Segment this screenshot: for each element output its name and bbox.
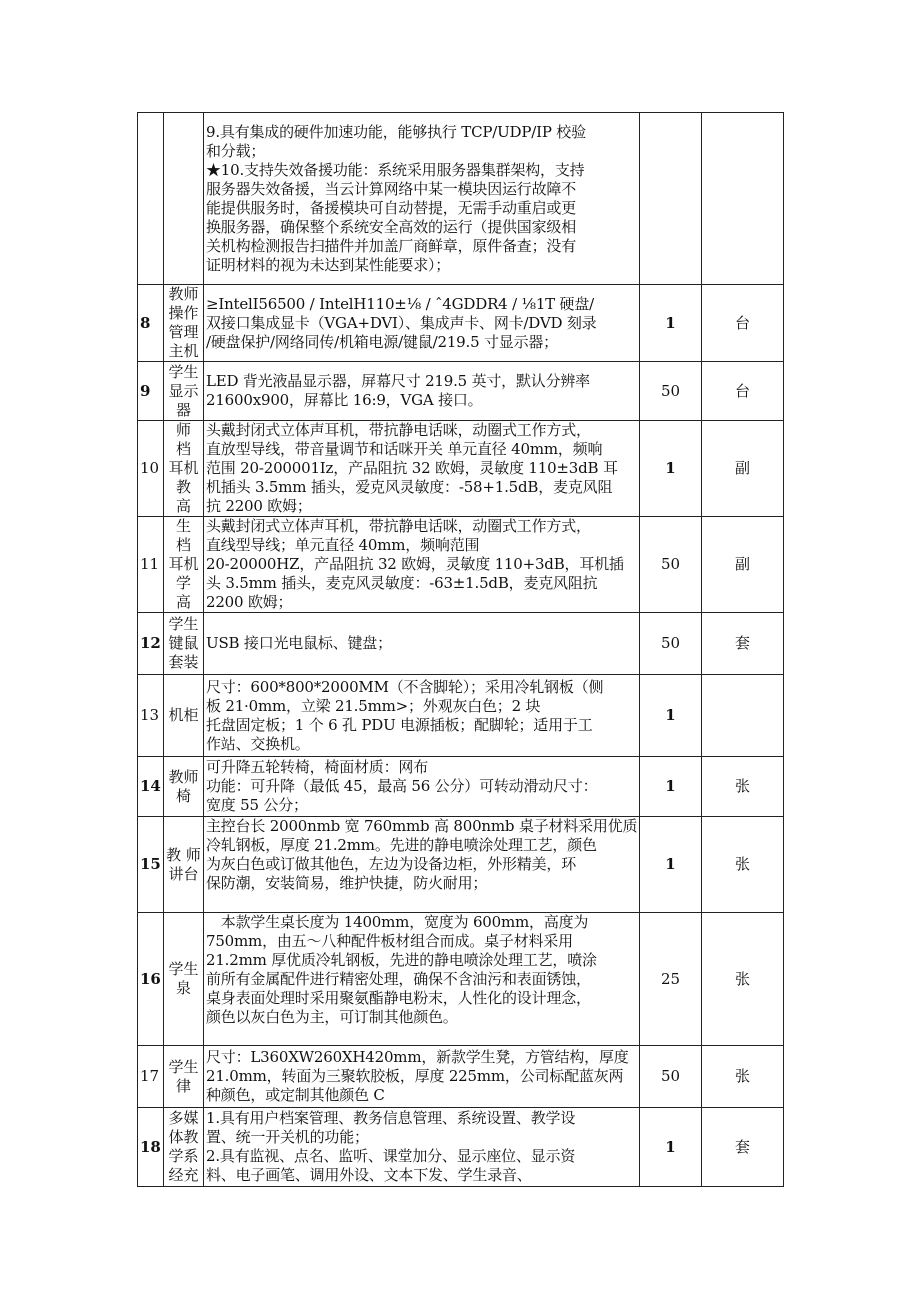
spec-line: 功能：可升降（最低 45，最高 56 公分）可转动滑动尺寸： — [206, 777, 598, 795]
name-line: 管理 — [168, 323, 199, 341]
spec-line: 换服务器，确保整个系统安全高效的运行（提供国家级相 — [206, 217, 577, 236]
name-line: 经充 — [168, 1166, 199, 1184]
row-number: 10 — [138, 421, 164, 517]
row-number: 16 — [138, 913, 164, 1046]
item-spec — [204, 1046, 640, 1108]
name-line: 操作 — [168, 304, 199, 322]
name-line: 学生 — [168, 1057, 199, 1076]
spec-line: 前所有金属配件进行精密处理，确保不含油污和表面锈蚀， — [206, 970, 591, 988]
item-name — [164, 675, 204, 757]
spec-line: 可升降五轮转椅，椅面材质：网布 — [206, 758, 429, 776]
item-unit: 副 — [702, 421, 784, 517]
item-name — [164, 362, 204, 421]
spec-line: 证明材料的视为未达到某性能要求）； — [206, 255, 451, 274]
spec-line: 本款学生桌长度为 1400mm，宽度为 600mm，高度为 — [206, 913, 589, 931]
spec-line: 能提供服务时，备援模块可自动替提，无需手动重启或更 — [206, 198, 577, 217]
name-line: 耳机 — [168, 555, 199, 573]
item-unit: 台 — [702, 362, 784, 421]
item-name — [164, 757, 204, 817]
row-number: 8 — [138, 285, 164, 362]
spec-line: 2200 欧姆； — [206, 593, 293, 611]
item-unit: 台 — [702, 285, 784, 362]
spec-line: 主控台长 2000nmb 宽 760mmb 高 800nmb 桌子材料采用优质 — [206, 817, 638, 835]
name-line: 学系 — [168, 1147, 199, 1165]
spec-line: /硬盘保护/网络同传/机箱电源/键鼠/219.5 寸显示器； — [206, 332, 558, 351]
table-row — [138, 613, 784, 675]
spec-line: 直线型导线；单元直径 40mm，频响范围 — [206, 536, 480, 554]
row-number: 15 — [138, 817, 164, 913]
item-quantity: 1 — [640, 285, 702, 362]
item-spec — [204, 757, 640, 817]
spec-line: 置、统一开关机的功能； — [206, 1128, 369, 1146]
table-row — [138, 817, 784, 913]
name-line: 学 — [175, 574, 191, 592]
spec-line: 750mm，由五～八种配件板材组合而成。桌子材料采用 — [206, 932, 573, 950]
item-name — [164, 421, 204, 517]
spec-line: 料、电子画笔、调用外设、文本下发、学生录音、 — [206, 1166, 532, 1184]
spec-line: 头戴封闭式立体声耳机，带抗静电话咪，动圈式工作方式， — [206, 421, 591, 439]
spec-line: 服务器失效备援，当云计算网络中某一模块因运行故障不 — [206, 179, 577, 198]
spec-line: 为灰白色或订做其他色，左边为设备边柜，外形精美，环 — [206, 855, 577, 873]
name-line: 主机 — [168, 342, 199, 360]
item-unit: 张 — [702, 757, 784, 817]
spec-line: 保防潮，安装简易，维护快捷，防火耐用； — [206, 874, 488, 892]
table-row — [138, 285, 784, 362]
spec-line: 直放型导线，带音量调节和话咪开关 单元直径 40mm，频响 — [206, 440, 603, 458]
item-name — [164, 1108, 204, 1187]
spec-line: 桌身表面处理时采用聚氨酯静电粉末，人性化的设计理念， — [206, 989, 591, 1007]
spec-line: 尺寸：L360XW260XH420mm，新款学生凳，方管结构，厚度 — [206, 1048, 629, 1066]
spec-line: 21.0mm，转面为三聚软胶板，厚度 225mm，公司标配蓝灰两 — [206, 1067, 624, 1085]
item-unit: 张 — [702, 1046, 784, 1108]
spec-line: 作站、交换机。 — [206, 734, 310, 753]
spec-line: 21600x900，屏幕比 16:9，VGA 接口。 — [206, 391, 483, 409]
item-spec — [204, 613, 640, 675]
table-row — [138, 517, 784, 613]
name-line: 档 — [175, 440, 191, 458]
spec-line: USB 接口光电鼠标、键盘； — [206, 634, 392, 652]
name-line: 泉 — [175, 979, 191, 997]
spec-line: 和分载； — [206, 141, 266, 160]
spec-line: 颜色以灰白色为主，可订制其他颜色。 — [206, 1008, 458, 1026]
spec-line: 机插头 3.5mm 插头，爱克风灵敏度：-58+1.5dB，麦克风阻 — [206, 478, 613, 496]
item-unit — [702, 675, 784, 757]
item-quantity: 50 — [640, 517, 702, 613]
item-name — [164, 517, 204, 613]
name-line: 学生 — [168, 960, 199, 978]
table-row — [138, 913, 784, 1046]
item-unit: 张 — [702, 913, 784, 1046]
spec-line: 板 21·0mm，立梁 21.5mm>；外观灰白色；2 块 — [206, 696, 541, 715]
name-line: 档 — [175, 536, 191, 554]
name-line: 教师 — [168, 285, 199, 303]
name-line: 教 — [175, 478, 191, 496]
row-number: 9 — [138, 362, 164, 421]
item-quantity: 1 — [640, 817, 702, 913]
item-quantity: 25 — [640, 913, 702, 1046]
item-quantity: 50 — [640, 613, 702, 675]
spec-line: ★10.支持失效备援功能：系统采用服务器集群架构，支持 — [206, 160, 585, 179]
table-row — [138, 1108, 784, 1187]
item-unit — [702, 113, 784, 285]
item-quantity: 1 — [640, 421, 702, 517]
item-quantity: 1 — [640, 757, 702, 817]
spec-line: 范围 20-200001Iz，产品阻抗 32 欧姆，灵敏度 110±3dB 耳 — [206, 459, 618, 477]
spec-line: 抗 2200 欧姆； — [206, 497, 312, 515]
row-number: 18 — [138, 1108, 164, 1187]
item-name — [164, 113, 204, 285]
row-number: 13 — [138, 675, 164, 757]
spec-line: 20-20000HZ，产品阻抗 32 欧姆，灵敏度 110+3dB，耳机插 — [206, 555, 624, 573]
name-line: 耳机 — [168, 459, 199, 477]
spec-line: 宽度 55 公分； — [206, 796, 308, 814]
item-spec — [204, 817, 640, 913]
table-row — [138, 757, 784, 817]
name-line: 律 — [175, 1076, 191, 1095]
name-line: 学生 — [168, 615, 199, 633]
name-line: 高 — [175, 497, 191, 515]
item-spec — [204, 113, 640, 285]
spec-line: 双接口集成显卡（VGA+DVI）、集成声卡、网卡/DVD 刻录 — [206, 313, 597, 332]
name-line: 教 师 — [166, 845, 201, 864]
item-name — [164, 285, 204, 362]
row-number: 12 — [138, 613, 164, 675]
item-name — [164, 613, 204, 675]
name-line: 多媒 — [168, 1109, 199, 1127]
spec-line: LED 背光液晶显示器，屏幕尺寸 219.5 英寸，默认分辨率 — [206, 372, 590, 390]
name-line: 显示 — [168, 381, 199, 400]
name-line: 体教 — [168, 1128, 199, 1146]
item-quantity: 1 — [640, 1108, 702, 1187]
name-line: 椅 — [175, 786, 191, 805]
spec-line: 1.具有用户档案管理、教务信息管理、系统设置、教学设 — [206, 1109, 576, 1127]
name-line: 学生 — [168, 362, 199, 381]
equipment-spec-table — [137, 112, 784, 1187]
spec-line: 2.具有监视、点名、监听、课堂加分、显示座位、显示资 — [206, 1147, 576, 1165]
item-spec — [204, 1108, 640, 1187]
table-row — [138, 362, 784, 421]
spec-line: 尺寸：600*800*2000MM（不含脚轮）；采用冷轧钢板（侧 — [206, 677, 604, 696]
item-spec — [204, 913, 640, 1046]
item-spec — [204, 362, 640, 421]
name-line: 师 — [175, 421, 191, 439]
row-number: 11 — [138, 517, 164, 613]
spec-line: 头戴封闭式立体声耳机，带抗静电话咪，动圈式工作方式， — [206, 517, 591, 535]
table-row — [138, 675, 784, 757]
name-line: 教师 — [168, 767, 199, 786]
spec-line: 关机构检测报告扫描件并加盖厂商鲜章，原件备查；没有 — [206, 236, 577, 255]
item-quantity: 50 — [640, 362, 702, 421]
table-row — [138, 1046, 784, 1108]
item-name — [164, 1046, 204, 1108]
item-spec — [204, 285, 640, 362]
item-spec — [204, 675, 640, 757]
item-spec — [204, 421, 640, 517]
spec-line: 头 3.5mm 插头，麦克风灵敏度：-63±1.5dB，麦克风阻抗 — [206, 574, 598, 592]
name-line: 套装 — [168, 653, 199, 671]
item-name — [164, 913, 204, 1046]
name-line: 机柜 — [168, 706, 199, 724]
name-line: 生 — [175, 517, 191, 535]
spec-line: 9.具有集成的硬件加速功能，能够执行 TCP/UDP/IP 校验 — [206, 122, 586, 141]
item-name — [164, 817, 204, 913]
item-quantity: 1 — [640, 675, 702, 757]
table-row — [138, 421, 784, 517]
item-quantity: 50 — [640, 1046, 702, 1108]
spec-line: ≥IntelI56500 / IntelH110±⅛ / ˆ4GDDR4 / ⅛1T 硬盘/ — [206, 294, 595, 313]
name-line: 讲台 — [168, 864, 199, 883]
row-number: 17 — [138, 1046, 164, 1108]
name-line: 高 — [175, 593, 191, 611]
item-quantity — [640, 113, 702, 285]
name-line: 键鼠 — [168, 634, 199, 652]
row-number: 14 — [138, 757, 164, 817]
table-row — [138, 113, 784, 285]
item-unit: 张 — [702, 817, 784, 913]
name-line: 器 — [175, 400, 191, 419]
item-unit: 套 — [702, 1108, 784, 1187]
spec-line: 21.2mm 厚优质冷轧钢板，先进的静电喷涂处理工艺，喷涂 — [206, 951, 597, 969]
item-unit: 套 — [702, 613, 784, 675]
spec-line: 种颜色，或定制其他颜色 C — [206, 1086, 385, 1104]
spec-line: 冷轧钢板，厚度 21.2mm。先进的静电喷涂处理工艺，颜色 — [206, 836, 597, 854]
spec-line: 托盘固定板；1 个 6 孔 PDU 电源插板；配脚轮；适用于工 — [206, 715, 593, 734]
row-number — [138, 113, 164, 285]
item-spec — [204, 517, 640, 613]
item-unit: 副 — [702, 517, 784, 613]
